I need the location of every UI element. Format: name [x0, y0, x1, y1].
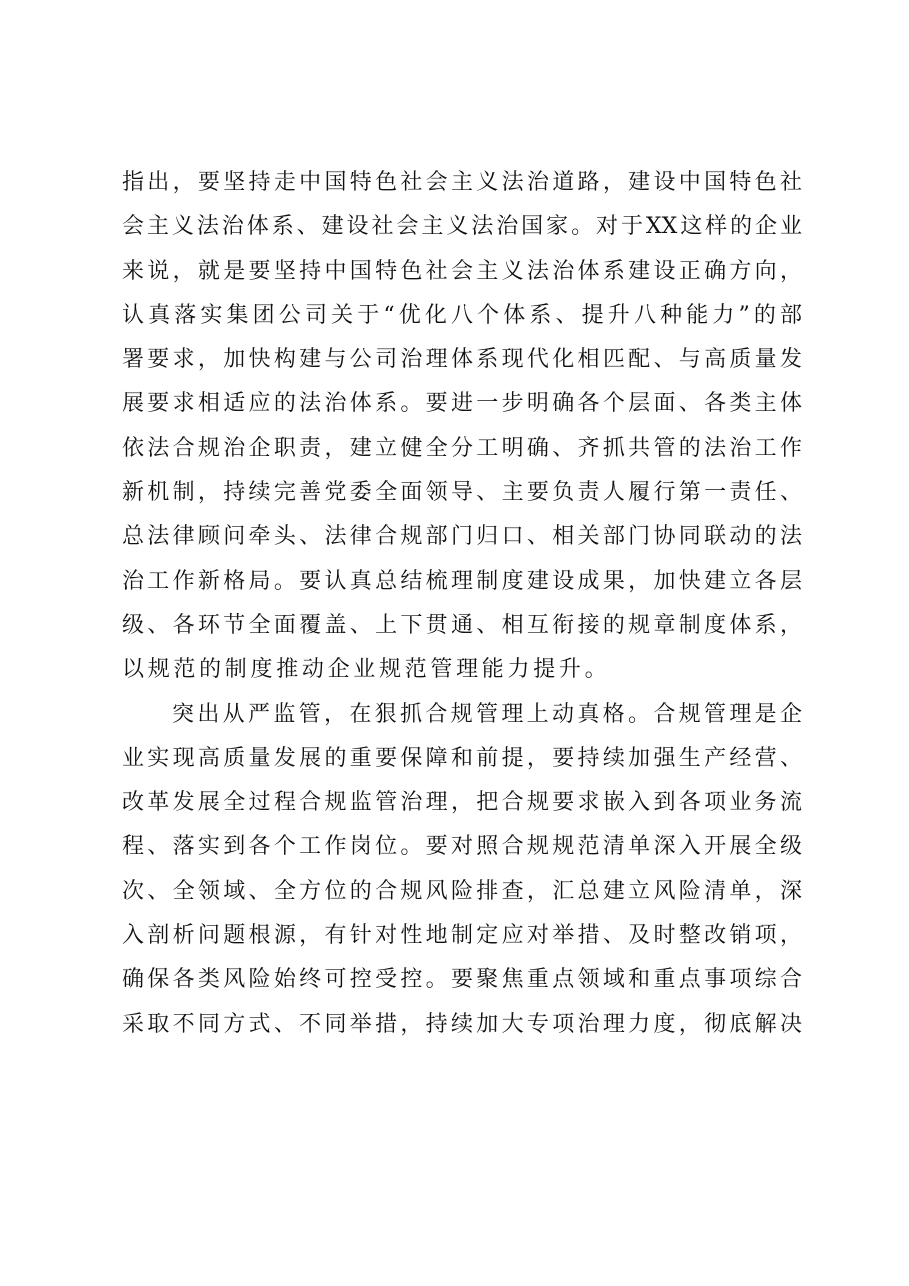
- body-text: [122, 161, 802, 1047]
- text-line: 程、落实到各个工作岗位。要对照合规规范清单深入开展全级: [122, 834, 802, 860]
- text-line: 以规范的制度推动企业规范管理能力提升。: [122, 657, 611, 683]
- text-line: 展要求相适应的法治体系。要进一步明确各个层面、各类主体: [122, 391, 802, 417]
- text-line: 署要求，加快构建与公司治理体系现代化相匹配、与高质量发: [122, 347, 802, 373]
- text-line: 采取不同方式、不同举措，持续加大专项治理力度，彻底解决: [122, 1011, 802, 1037]
- text-line: 会主义法治体系、建设社会主义法治国家。对于XX这样的企业: [122, 214, 802, 240]
- text-line: 改革发展全过程合规监管治理，把合规要求嵌入到各项业务流: [122, 790, 802, 816]
- text-line: 指出，要坚持走中国特色社会主义法治道路，建设中国特色社: [122, 170, 802, 195]
- text-line: 治工作新格局。要认真总结梳理制度建设成果，加快建立各层: [122, 568, 802, 594]
- text-line: 入剖析问题根源，有针对性地制定应对举措、及时整改销项，: [122, 923, 802, 949]
- paragraph-first-line: 突出从严监管，在狠抓合规管理上动真格。合规管理是企: [172, 701, 802, 727]
- text-line: 认真落实集团公司关于“优化八个体系、提升八种能力”的部: [122, 302, 802, 328]
- text-line: 次、全领域、全方位的合规风险排查，汇总建立风险清单，深: [122, 878, 802, 904]
- text-line: 依法合规治企职责，建立健全分工明确、齐抓共管的法治工作: [122, 435, 802, 461]
- text-line: 来说，就是要坚持中国特色社会主义法治体系建设正确方向，: [122, 258, 802, 284]
- text-line: 级、各环节全面覆盖、上下贯通、相互衔接的规章制度体系，: [122, 612, 802, 638]
- text-line: 新机制，持续完善党委全面领导、主要负责人履行第一责任、: [122, 480, 802, 506]
- text-line: 总法律顾问牵头、法律合规部门归口、相关部门协同联动的法: [122, 524, 802, 550]
- text-line: 业实现高质量发展的重要保障和前提，要持续加强生产经营、: [122, 745, 802, 771]
- text-line: 确保各类风险始终可控受控。要聚焦重点领域和重点事项综合: [122, 967, 802, 993]
